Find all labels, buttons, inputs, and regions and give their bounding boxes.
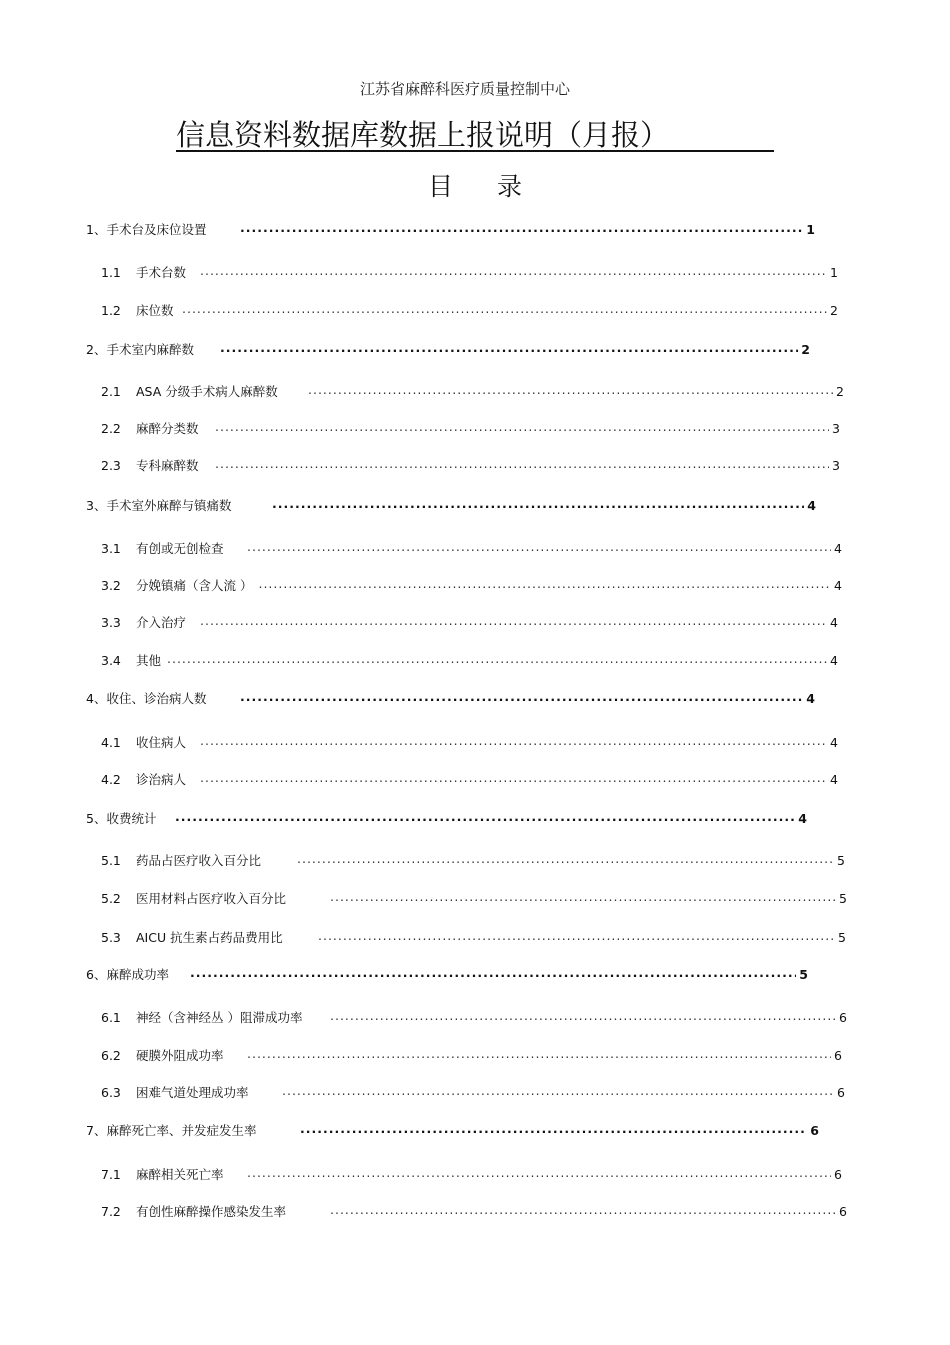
toc-entry-number: 7.2 <box>101 1204 121 1219</box>
toc-page-number: 4 <box>830 735 838 750</box>
toc-subsection-entry[interactable] <box>101 889 847 907</box>
dot-leader <box>330 1202 836 1217</box>
toc-subsection-entry[interactable] <box>101 1008 847 1026</box>
toc-subsection-entry[interactable] <box>101 539 842 557</box>
organization-name: 江苏省麻醉科医疗质量控制中心 <box>359 80 570 98</box>
toc-entry-label <box>101 613 186 631</box>
dot-leader <box>300 1121 807 1136</box>
toc-section-entry[interactable] <box>86 689 815 707</box>
title-underline <box>176 150 774 152</box>
toc-entry-number: 3.1 <box>101 541 121 556</box>
toc-page-number: 5 <box>837 853 845 868</box>
toc-entry-label <box>101 851 261 869</box>
toc-page-number: 6 <box>834 1048 842 1063</box>
toc-entry-label <box>101 382 278 400</box>
toc-entry-label <box>86 496 231 514</box>
toc-entry-text: 麻醉相关死亡率 <box>136 1167 224 1182</box>
dot-leader <box>247 539 831 554</box>
toc-entry-number: 4.2 <box>101 772 121 787</box>
toc-subsection-entry[interactable] <box>101 613 838 631</box>
toc-entry-label <box>86 220 206 238</box>
dot-leader <box>330 889 836 904</box>
dot-leader <box>258 576 831 591</box>
toc-entry-label <box>86 1121 256 1139</box>
toc-entry-number: 1.1 <box>101 265 121 280</box>
toc-page-number: 5 <box>839 891 847 906</box>
toc-entry-number: 5.1 <box>101 853 121 868</box>
toc-entry-number: 6.1 <box>101 1010 121 1025</box>
dot-leader <box>282 1083 834 1098</box>
toc-entry-number: 6.3 <box>101 1085 121 1100</box>
toc-entry-label <box>101 928 283 946</box>
dot-leader <box>220 340 798 355</box>
toc-page-number: 2 <box>830 303 838 318</box>
toc-entry-text: 介入治疗 <box>136 615 187 630</box>
dot-leader <box>167 651 827 666</box>
toc-page-number: 5 <box>799 967 808 982</box>
toc-entry-number: 3.3 <box>101 615 121 630</box>
toc-entry-number: 3.2 <box>101 578 121 593</box>
toc-entry-text: 2、手术室内麻醉数 <box>86 342 194 357</box>
toc-entry-label <box>101 770 186 788</box>
dot-leader <box>272 496 804 511</box>
toc-subsection-entry[interactable] <box>101 419 840 437</box>
toc-entry-text: 有创性麻醉操作感染发生率 <box>136 1204 287 1219</box>
toc-entry-label <box>86 340 194 358</box>
toc-subsection-entry[interactable] <box>101 1165 842 1183</box>
toc-page-number: 6 <box>839 1010 847 1025</box>
toc-entry-number: 7.1 <box>101 1167 121 1182</box>
toc-entry-label <box>101 1046 224 1064</box>
dot-leader <box>200 770 827 785</box>
toc-entry-label <box>86 689 206 707</box>
toc-section-entry[interactable] <box>86 1121 819 1139</box>
toc-section-entry[interactable] <box>86 496 816 514</box>
toc-subsection-entry[interactable] <box>101 770 838 788</box>
toc-entry-text: AICU 抗生素占药品费用比 <box>136 930 283 945</box>
toc-entry-label <box>101 733 186 751</box>
toc-entry-text: 1、手术台及床位设置 <box>86 222 207 237</box>
toc-section-entry[interactable] <box>86 340 810 358</box>
dot-leader <box>190 965 796 980</box>
toc-entry-number: 2.1 <box>101 384 121 399</box>
toc-entry-text: 硬膜外阻成功率 <box>136 1048 224 1063</box>
toc-entry-number: 1.2 <box>101 303 121 318</box>
document-title: 信息资料数据库数据上报说明（月报） <box>176 118 670 152</box>
toc-page-number: 4 <box>830 615 838 630</box>
toc-page-number: 6 <box>834 1167 842 1182</box>
toc-entry-text: 4、收住、诊治病人数 <box>86 691 207 706</box>
toc-subsection-entry[interactable] <box>101 1083 845 1101</box>
toc-page-number: 4 <box>830 772 838 787</box>
toc-heading: 目 录 <box>428 172 540 201</box>
toc-entry-label <box>101 651 161 669</box>
toc-entry-text: 专科麻醉数 <box>136 458 199 473</box>
toc-page-number: 4 <box>807 498 816 513</box>
dot-leader <box>297 851 834 866</box>
toc-entry-text: 神经（含神经丛 ）阻滞成功率 <box>136 1010 303 1025</box>
dot-leader <box>247 1046 831 1061</box>
toc-entry-label <box>101 889 286 907</box>
toc-page-number: 2 <box>836 384 844 399</box>
toc-subsection-entry[interactable] <box>101 263 838 281</box>
toc-entry-text: 困难气道处理成功率 <box>136 1085 249 1100</box>
toc-entry-text: 7、麻醉死亡率、并发症发生率 <box>86 1123 257 1138</box>
toc-entry-number: 5.3 <box>101 930 121 945</box>
toc-entry-text: 分娩镇痛（含人流 ） <box>136 578 253 593</box>
dot-leader <box>215 456 829 471</box>
toc-entry-number: 5.2 <box>101 891 121 906</box>
toc-entry-number: 2.3 <box>101 458 121 473</box>
toc-entry-label <box>101 263 186 281</box>
toc-entry-text: 有创或无创检查 <box>136 541 224 556</box>
toc-subsection-entry[interactable] <box>101 851 845 869</box>
toc-entry-number: 4.1 <box>101 735 121 750</box>
toc-entry-text: 麻醉分类数 <box>136 421 199 436</box>
toc-entry-label <box>101 1083 249 1101</box>
toc-section-entry[interactable] <box>86 809 807 827</box>
dot-leader <box>240 220 803 235</box>
toc-entry-text: 床位数 <box>136 303 174 318</box>
toc-page-number: 6 <box>837 1085 845 1100</box>
dot-leader <box>200 613 827 628</box>
toc-page-number: 1 <box>830 265 838 280</box>
dot-leader <box>200 263 827 278</box>
dot-leader <box>182 301 827 316</box>
toc-page-number: 3 <box>832 421 840 436</box>
dot-leader <box>308 382 833 397</box>
toc-entry-label <box>101 1165 224 1183</box>
toc-entry-text: 其他 <box>136 653 162 668</box>
toc-subsection-entry[interactable] <box>101 382 844 400</box>
toc-subsection-entry[interactable] <box>101 301 838 319</box>
toc-subsection-entry[interactable] <box>101 1046 842 1064</box>
toc-page-number: 6 <box>839 1204 847 1219</box>
toc-subsection-entry[interactable] <box>101 651 838 669</box>
toc-subsection-entry[interactable] <box>101 576 842 594</box>
dot-leader <box>240 689 803 704</box>
toc-page-number: 1 <box>806 222 815 237</box>
dot-leader <box>175 809 795 824</box>
toc-entry-label <box>101 301 174 319</box>
toc-entry-label <box>86 965 169 983</box>
toc-entry-label <box>101 1008 302 1026</box>
toc-subsection-entry[interactable] <box>101 733 838 751</box>
toc-page-number: 2 <box>801 342 810 357</box>
toc-entry-number: 3.4 <box>101 653 121 668</box>
toc-entry-text: 3、手术室外麻醉与镇痛数 <box>86 498 232 513</box>
toc-entry-label <box>86 809 156 827</box>
toc-subsection-entry[interactable] <box>101 928 846 946</box>
toc-subsection-entry[interactable] <box>101 456 840 474</box>
toc-entry-label <box>101 419 199 437</box>
dot-leader <box>247 1165 831 1180</box>
toc-entry-text: 5、收费统计 <box>86 811 157 826</box>
toc-entry-text: 手术台数 <box>136 265 187 280</box>
toc-page-number: 4 <box>806 691 815 706</box>
toc-entry-label <box>101 539 224 557</box>
toc-page-number: 4 <box>830 653 838 668</box>
toc-entry-label <box>101 456 199 474</box>
toc-entry-number: 2.2 <box>101 421 121 436</box>
toc-page-number: 4 <box>798 811 807 826</box>
toc-entry-text: 6、麻醉成功率 <box>86 967 169 982</box>
dot-leader <box>330 1008 836 1023</box>
toc-page-number: 6 <box>810 1123 819 1138</box>
toc-entry-text: 诊治病人 <box>136 772 187 787</box>
toc-page-number: 5 <box>838 930 846 945</box>
toc-section-entry[interactable] <box>86 965 808 983</box>
toc-entry-text: 药品占医疗收入百分比 <box>136 853 262 868</box>
toc-entry-text: ASA 分级手术病人麻醉数 <box>136 384 278 399</box>
toc-entry-text: 收住病人 <box>136 735 187 750</box>
toc-page-number: 3 <box>832 458 840 473</box>
toc-entry-text: 医用材料占医疗收入百分比 <box>136 891 287 906</box>
toc-entry-label <box>101 576 252 594</box>
dot-leader <box>215 419 829 434</box>
toc-entry-number: 6.2 <box>101 1048 121 1063</box>
toc-section-entry[interactable] <box>86 220 815 238</box>
toc-subsection-entry[interactable] <box>101 1202 847 1220</box>
toc-page-number: 4 <box>834 578 842 593</box>
toc-entry-label <box>101 1202 286 1220</box>
dot-leader <box>200 733 827 748</box>
dot-leader <box>318 928 835 943</box>
toc-page-number: 4 <box>834 541 842 556</box>
